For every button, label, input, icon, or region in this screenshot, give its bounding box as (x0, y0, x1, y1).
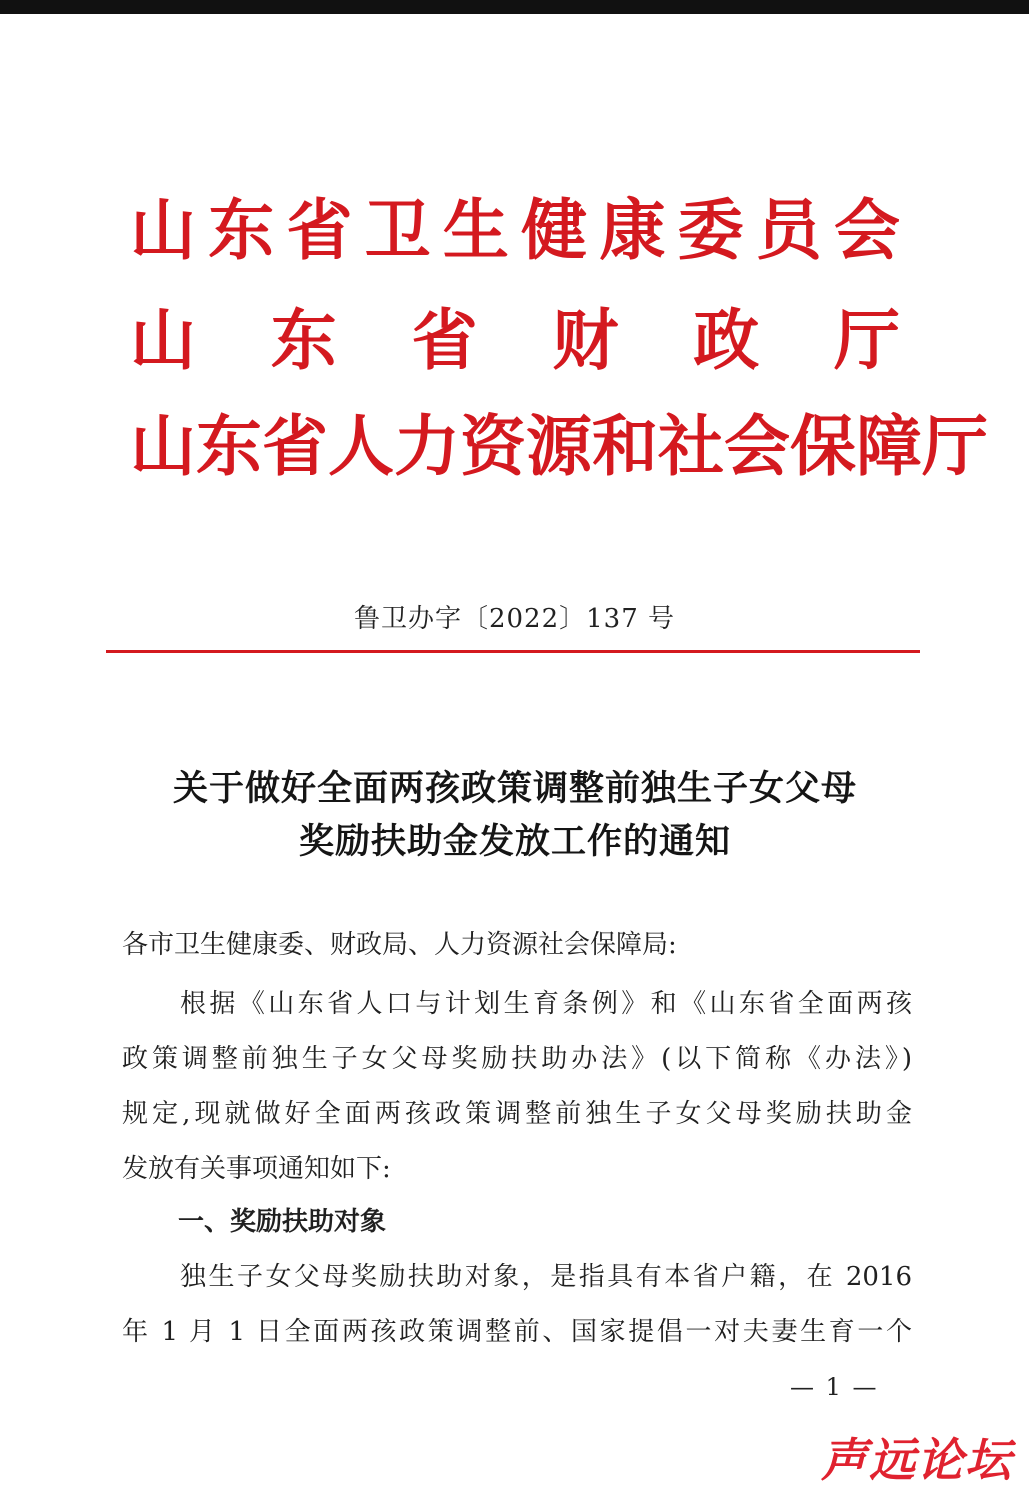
header-character: 资 (460, 408, 526, 485)
header-character: 委 (677, 192, 744, 269)
salutation: 各市卫生健康委、财政局、人力资源社会保障局: (122, 930, 677, 960)
header-character: 康 (599, 192, 666, 269)
header-character: 厅 (833, 302, 900, 379)
header-character: 东 (196, 408, 262, 485)
header-character: 山 (130, 408, 196, 485)
header-character: 山 (130, 192, 196, 269)
paragraph-2-line-2: 年 1 月 1 日全面两孩政策调整前、国家提倡一对夫妻生育一个 (122, 1317, 912, 1347)
header-character: 省 (411, 302, 478, 379)
document-title-line-2: 奖励扶助金发放工作的通知 (298, 822, 731, 862)
paragraph-1-line-2: 政策调整前独生子女父母奖励扶助办法》(以下简称《办法》) (122, 1044, 912, 1074)
header-org-finance-department (130, 296, 900, 386)
header-character: 财 (552, 302, 619, 379)
top-bar (0, 0, 1029, 14)
header-character: 省 (286, 192, 353, 269)
page-number: — 1 — (790, 1373, 879, 1401)
red-divider (106, 650, 920, 653)
paragraph-1-line-4: 发放有关事项通知如下: (122, 1154, 391, 1184)
header-character: 会 (833, 192, 900, 269)
header-character: 东 (208, 192, 275, 269)
header-org-human-resources-department (130, 402, 988, 492)
header-character: 生 (442, 192, 509, 269)
header-character: 保 (790, 408, 856, 485)
document-title-line-1: 关于做好全面两孩政策调整前独生子女父母 (172, 769, 857, 809)
header-character: 人 (328, 408, 394, 485)
header-character: 厅 (922, 408, 988, 485)
header-character: 源 (526, 408, 592, 485)
header-character: 力 (394, 408, 460, 485)
header-character: 会 (724, 408, 790, 485)
header-character: 政 (693, 302, 760, 379)
header-character: 障 (856, 408, 922, 485)
header-character: 省 (262, 408, 328, 485)
header-character: 山 (130, 302, 196, 379)
header-character: 卫 (364, 192, 431, 269)
paragraph-1-line-3: 规定,现就做好全面两孩政策调整前独生子女父母奖励扶助金 (122, 1099, 912, 1129)
header-character: 健 (521, 192, 588, 269)
paragraph-2-line-1: 独生子女父母奖励扶助对象，是指具有本省户籍，在 2016 (180, 1262, 912, 1292)
watermark-logo: 声远论坛 (821, 1433, 1013, 1487)
document-number: 鲁卫办字〔2022〕137 号 (353, 604, 676, 634)
header-character: 东 (270, 302, 337, 379)
header-character: 社 (658, 408, 724, 485)
header-character: 和 (592, 408, 658, 485)
paragraph-1-line-1: 根据《山东省人口与计划生育条例》和《山东省全面两孩 (180, 989, 912, 1019)
header-org-health-commission (130, 186, 900, 276)
header-character: 员 (755, 192, 822, 269)
section-1-heading: 一、奖励扶助对象 (178, 1207, 387, 1237)
